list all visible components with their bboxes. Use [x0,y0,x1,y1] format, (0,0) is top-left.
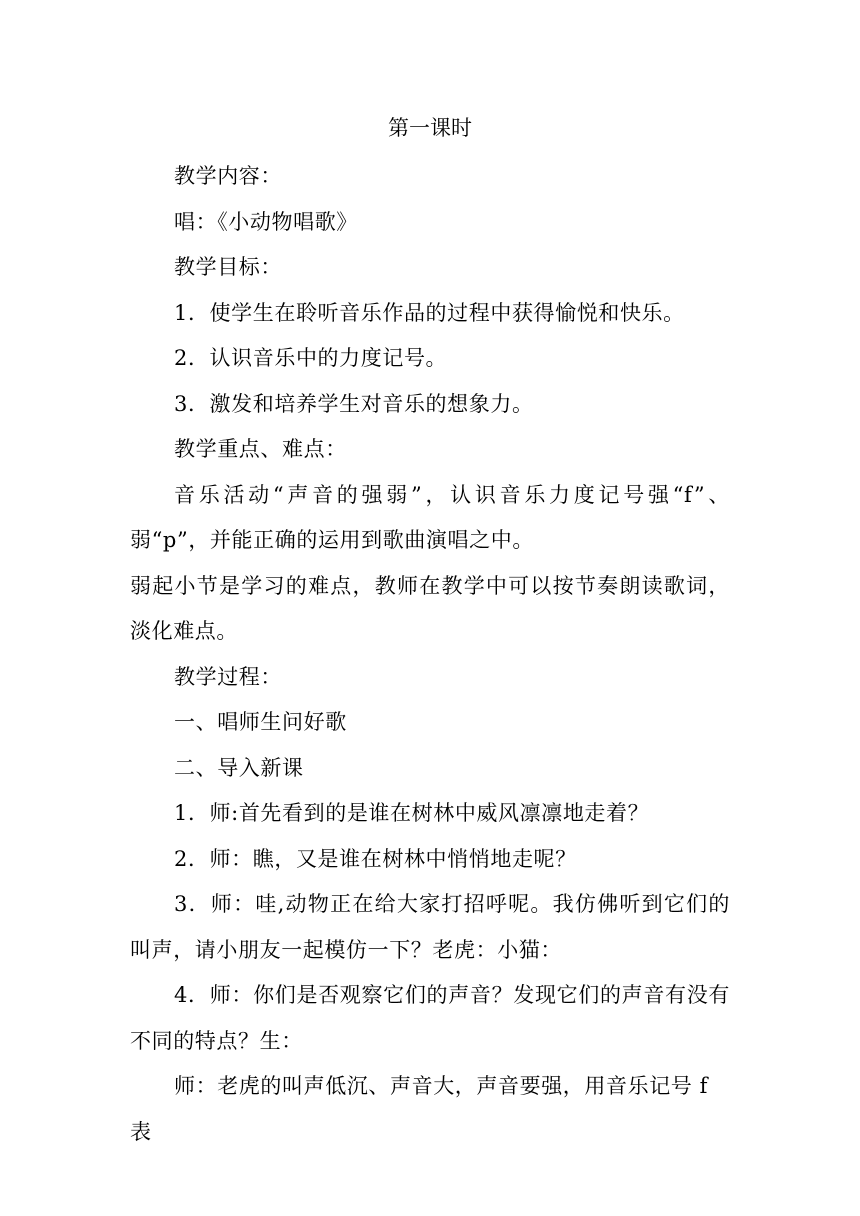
page-title: 第一课时 [388,116,472,140]
paragraph-key-point-2: 弱起小节是学习的难点，教师在教学中可以按节奏朗读歌词，淡化难点。 [130,573,730,643]
paragraph-goal-3: 3．激发和培养学生对音乐的想象力。 [174,391,534,416]
paragraph-step-2-2: 2．师：瞧，又是谁在树林中悄悄地走呢？ [174,846,577,871]
paragraph-goal-2: 2．认识音乐中的力度记号。 [174,346,448,370]
paragraph-song: 唱：《小动物唱歌》 [174,209,358,234]
paragraph-key-point-1: 音乐活动“声音的强弱”，认识音乐力度记号强“f”、弱“p”，并能正确的运用到歌曲演唱之中。 [130,482,730,552]
paragraph-step-2: 二、导入新课 [174,755,304,780]
paragraph-key-points-heading: 教学重点、难点： [174,437,347,461]
paragraph-step-2-1: 1．师:首先看到的是谁在树林中威风凛凛地走着？ [174,801,650,825]
paragraph-step-2-5: 师：老虎的叫声低沉、声音大，声音要强，用音乐记号 f 表 [130,1074,709,1144]
paragraph-step-2-3: 3．师：哇,动物正在给大家打招呼呢。我仿佛听到它们的叫声，请小朋友一起模仿一下？老虎：小猫： [130,892,730,962]
paragraph-content-heading: 教学内容： [174,164,282,188]
paragraph-step-2-4: 4．师：你们是否观察它们的声音？发现它们的声音有没有不同的特点？生： [130,983,730,1053]
document-body [130,154,730,1155]
paragraph-step-1: 一、唱师生问好歌 [174,710,347,734]
paragraph-goals-heading: 教学目标： [174,255,282,279]
paragraph-process-heading: 教学过程： [174,664,282,689]
paragraph-goal-1: 1．使学生在聆听音乐作品的过程中获得愉悦和快乐。 [174,300,685,325]
